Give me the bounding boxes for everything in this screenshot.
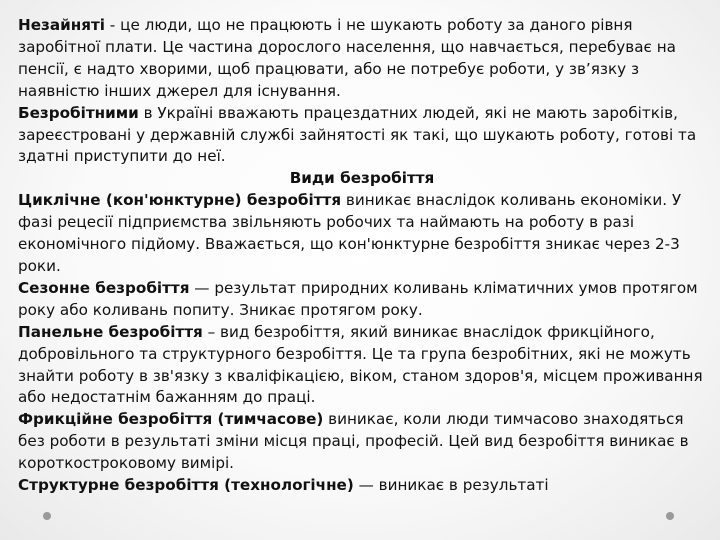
- definition-structural: — виникає в результаті: [353, 476, 549, 495]
- paragraph-frictional: [18, 409, 706, 475]
- term-structural: Структурне безробіття (технологічне): [18, 476, 354, 495]
- definition-cyclical: виникає внаслідок коливань економіки. У фазі рецесії підприємства звільняють робочих та наймають на роботу в разі економічного підйому. Вважається, що кон'юнктурне безробіття зникає через 2-3 роки.: [18, 191, 682, 275]
- definition-unoccupied: - це люди, що не працюють і не шукають роботу за даного рівня заробітної плати. Це частина дорослого населення, що навчається, перебуває на пенсії, є надто хворими, щоб працювати, або не потребує роботи, у зв’язку з наявністю інших джерел для існування.: [18, 16, 676, 100]
- term-unemployed: Безробітними: [18, 103, 139, 122]
- paragraph-panel: [18, 322, 706, 410]
- definition-unemployed: в Україні вважають працездатних людей, які не мають заробітків, зареєстровані у державній службі зайнятості як такі, що шукають роботу, готові та здатні приступити до неї.: [18, 103, 697, 166]
- section-heading: Види безробіття: [289, 169, 435, 188]
- definition-seasonal: — результат природних коливань кліматичних умов протягом року або коливань попиту. Зникає протягом року.: [18, 278, 698, 319]
- paragraph-seasonal: [18, 278, 706, 322]
- paragraph-unemployed: [18, 103, 706, 169]
- term-seasonal: Сезонне безробіття: [18, 278, 190, 297]
- slide-content: [18, 15, 706, 497]
- paragraph-cyclical: [18, 190, 706, 278]
- term-unoccupied: Незайняті: [18, 16, 105, 34]
- term-frictional: Фрикційне безробіття (тимчасове): [18, 410, 324, 429]
- term-panel: Панельне безробіття: [18, 322, 203, 341]
- definition-frictional: виникає, коли люди тимчасово знаходяться без роботи в результаті зміни місця праці, професій. Цей вид безробіття виникає в короткостроковому вимірі.: [18, 410, 689, 473]
- paragraph-unoccupied: [18, 15, 706, 103]
- term-cyclical: Циклічне (кон'юнктурне) безробіття: [18, 191, 342, 210]
- decorative-dot-right: [666, 512, 674, 520]
- definition-panel: – вид безробіття, який виникає внаслідок фрикційного, добровільного та структурного безробіття. Це та група безробітних, які не можуть знайти роботу в зв'язку з кваліфікацією, віком, станом здоров'я, місцем проживання або недостатнім бажанням до праці.: [18, 322, 703, 407]
- decorative-dot-left: [43, 512, 51, 520]
- paragraph-structural: [18, 475, 706, 497]
